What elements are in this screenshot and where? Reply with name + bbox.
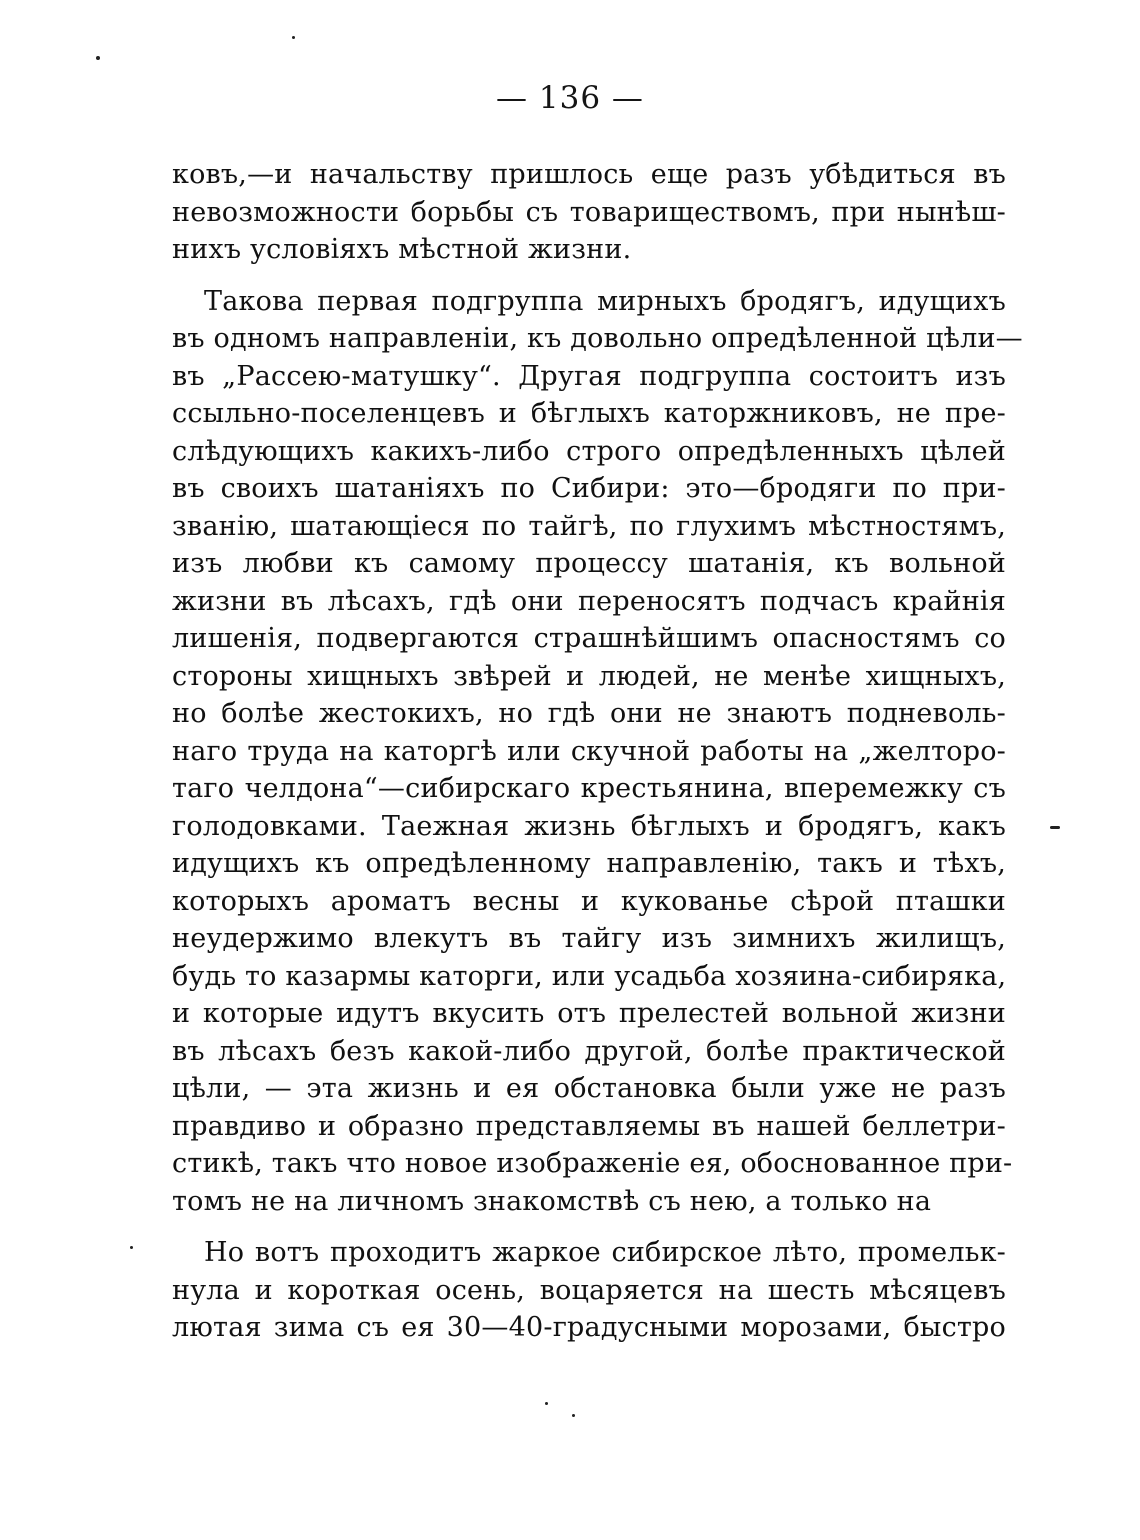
text-line: ссыльно-поселенцевъ и бѣглыхъ каторжниковъ, не пре-	[172, 398, 1006, 429]
text-line: нихъ условіяхъ мѣстной жизни.	[172, 234, 632, 265]
text-line: лишенія, подвергаются страшнѣйшимъ опасностямъ со	[172, 623, 1006, 654]
text-line: нула и короткая осень, воцаряется на шесть мѣсяцевъ	[172, 1274, 1006, 1306]
text-line: Но вотъ проходитъ жаркое сибирское лѣто, промельк-	[204, 1237, 1006, 1268]
scan-speck	[572, 1414, 575, 1417]
paragraph-2	[172, 283, 1023, 1221]
text-line: идущихъ къ опредѣленному направленію, такъ и тѣхъ,	[172, 848, 1006, 879]
body-text	[172, 156, 1023, 1347]
text-line: слѣдующихъ какихъ-либо строго опредѣленныхъ цѣлей	[172, 435, 1006, 467]
text-line: въ своихъ шатаніяхъ по Сибири: это—бродяги по при-	[172, 473, 1006, 504]
text-line: и которые идутъ вкусить отъ прелестей вольной жизни	[172, 998, 1006, 1029]
text-line: въ одномъ направленіи, къ довольно опредѣленной цѣли—	[172, 323, 1023, 354]
scan-speck	[292, 36, 295, 39]
scan-speck	[96, 56, 100, 60]
text-line: званію, шатающіеся по тайгѣ, по глухимъ мѣстностямъ,	[172, 510, 1006, 542]
text-line: невозможности борьбы съ товариществомъ, при нынѣш-	[172, 196, 1006, 228]
text-line: наго труда на каторгѣ или скучной работы на „желторо-	[172, 735, 1006, 767]
text-line: будь то казармы каторги, или усадьба хозяина-сибиряка,	[172, 960, 1007, 992]
text-line: въ лѣсахъ безъ какой-либо другой, болѣе практической	[172, 1035, 1006, 1067]
scan-speck	[545, 1402, 548, 1405]
text-line: лютая зима съ ея 30—40-градусными морозами, быстро	[172, 1312, 1006, 1343]
text-line: въ „Рассею-матушку“. Другая подгруппа состоитъ изъ	[172, 360, 1006, 392]
text-line: правдиво и образно представляемы въ нашей беллетри-	[172, 1110, 1006, 1142]
text-line: стикѣ, такъ что новое изображеніе ея, обоснованное при-	[172, 1148, 1013, 1179]
scan-speck	[130, 1246, 133, 1249]
text-line: Такова первая подгруппа мирныхъ бродягъ, идущихъ	[204, 285, 1006, 317]
text-line: неудержимо влекутъ въ тайгу изъ зимнихъ жилищъ,	[172, 923, 1006, 954]
text-line: но болѣе жестокихъ, но гдѣ они не знаютъ подневоль-	[172, 698, 1006, 729]
paragraph-3	[172, 1234, 1006, 1347]
scan-speck	[1050, 826, 1060, 829]
text-line: голодовками. Таежная жизнь бѣглыхъ и бродягъ, какъ	[172, 810, 1006, 842]
text-line: изъ любви къ самому процессу шатанія, къ вольной	[172, 548, 1006, 579]
text-line: которыхъ ароматъ весны и кукованье сѣрой пташки	[172, 885, 1006, 917]
text-line: томъ не на личномъ знакомствѣ съ нею, а только на	[172, 1185, 932, 1217]
paragraph-1	[172, 156, 1006, 269]
text-line: таго челдона“—сибирскаго крестьянина, вперемежку съ	[172, 773, 1006, 804]
text-line: ковъ,—и начальству пришлось еще разъ убѣдиться въ	[172, 159, 1006, 190]
text-line: стороны хищныхъ звѣрей и людей, не менѣе хищныхъ,	[172, 660, 1006, 692]
text-line: цѣли, — эта жизнь и ея обстановка были уже не разъ	[172, 1073, 1006, 1104]
text-line: жизни въ лѣсахъ, гдѣ они переносятъ подчасъ крайнія	[172, 585, 1006, 617]
page-number: — 136 —	[496, 80, 644, 116]
